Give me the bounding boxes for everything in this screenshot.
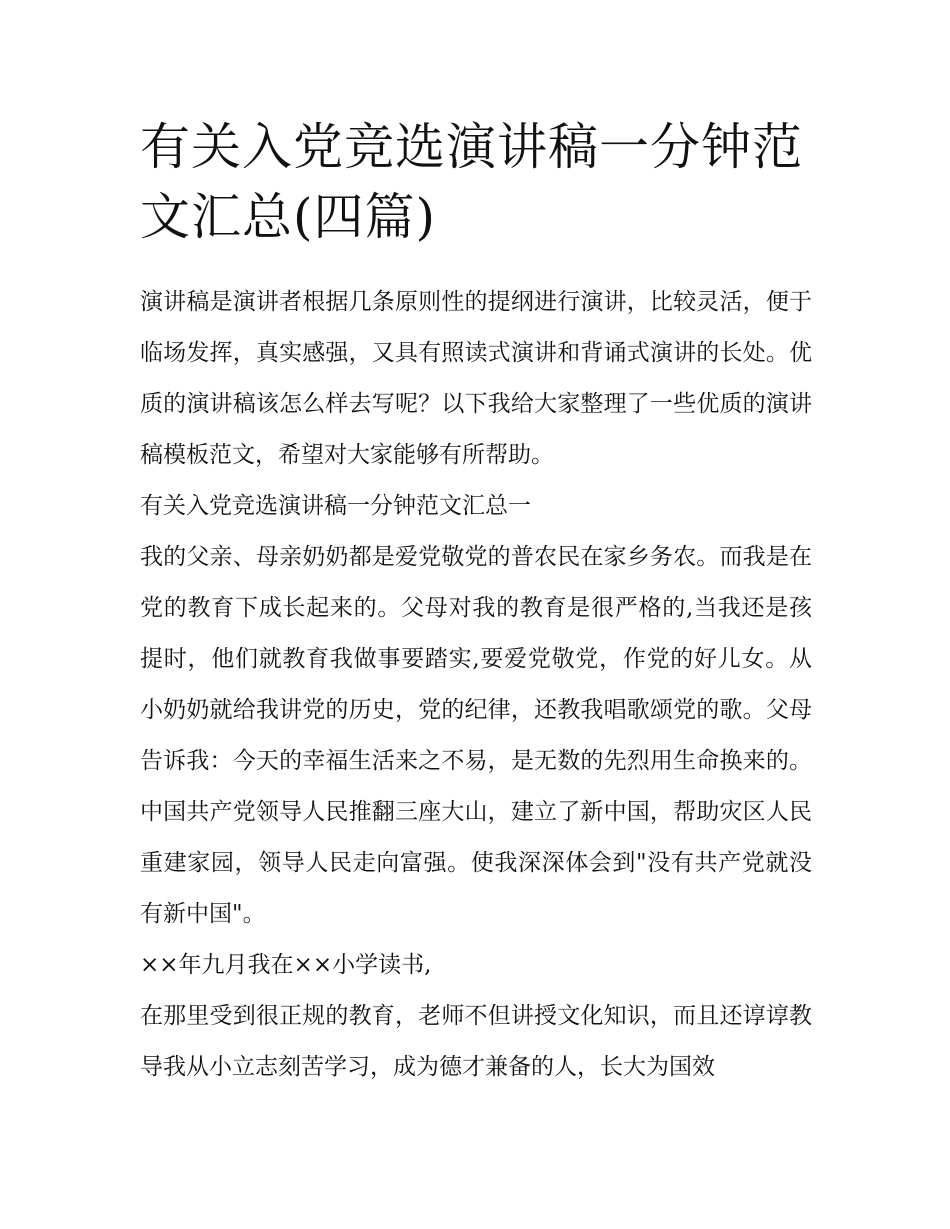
section-heading: 有关入党竞选演讲稿一分钟范文汇总一 <box>140 493 531 519</box>
document-title: 有关入党竞选演讲稿一分钟范文汇总(四篇) <box>140 118 803 246</box>
document-body <box>140 277 812 1093</box>
intro-paragraph: 演讲稿是演讲者根据几条原则性的提纲进行演讲，比较灵活，便于临场发挥，真实感强，又具有照读式演讲和背诵式演讲的长处。优质的演讲稿该怎么样去写呢？以下我给大家整理了一些优质的演讲稿模板范文，希望对大家能够有所帮助。 <box>140 289 812 468</box>
body-paragraph: ××年九月我在××小学读书, <box>140 952 432 978</box>
body-paragraph: 在那里受到很正规的教育，老师不但讲授文化知识，而且还谆谆教导我从小立志刻苦学习，成为德才兼备的人，长大为国效 <box>140 1003 812 1080</box>
body-paragraph: 我的父亲、母亲奶奶都是爱党敬党的普农民在家乡务农。而我是在党的教育下成长起来的。父母对我的教育是很严格的,当我还是孩提时，他们就教育我做事要踏实,要爱党敬党，作党的好儿女。从小奶奶就给我讲党的历史，党的纪律，还教我唱歌颂党的歌。父母告诉我：今天的幸福生活来之不易，是无数的先烈用生命换来的。中国共产党领导人民推翻三座大山，建立了新中国，帮助灾区人民重建家园，领导人民走向富强。使我深深体会到"没有共产党就没有新中国"。 <box>140 544 812 927</box>
